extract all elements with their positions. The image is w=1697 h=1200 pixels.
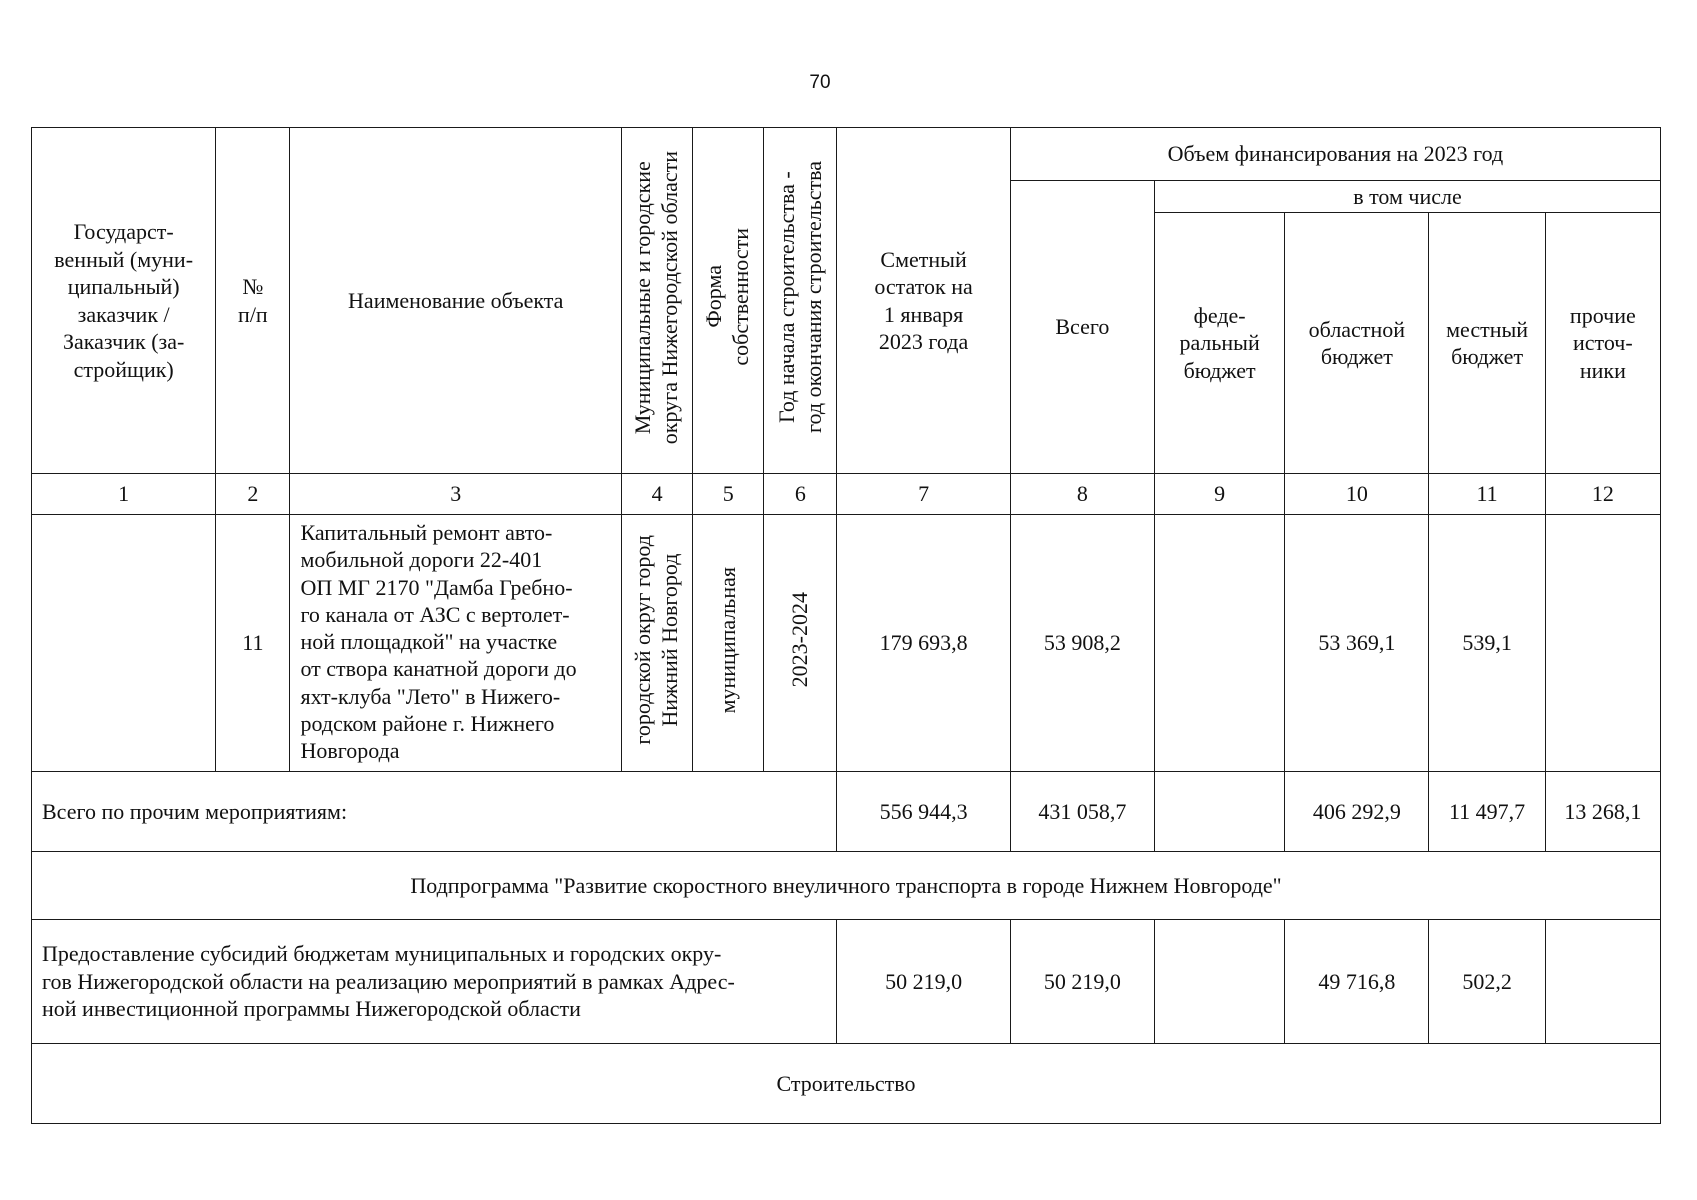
subsidy-local: 502,2: [1429, 920, 1545, 1044]
cell-object-name: Капитальный ремонт авто- мобильной дороги 22-401 ОП МГ 2170 "Дамба Гребно- го канала от АЗС с вертолет- ной площадкой" на участке от створа канатной дороги до яхт-клуба "Лето" в Нижего- родском районе г. Нижнего Новгорода: [290, 515, 622, 772]
column-number-row: [32, 474, 1661, 515]
header-total: Всего: [1010, 181, 1154, 474]
table-row-item-11: [32, 515, 1661, 772]
header-number: № п/п: [216, 128, 290, 474]
header-financing-volume: Объем финансирования на 2023 год: [1010, 128, 1660, 181]
subtotal-other: 13 268,1: [1545, 772, 1660, 852]
cell-total: 53 908,2: [1010, 515, 1154, 772]
cell-number: 11: [216, 515, 290, 772]
column-number: 5: [693, 474, 764, 515]
subsidy-total: 50 219,0: [1010, 920, 1154, 1044]
subtotal-total: 431 058,7: [1010, 772, 1154, 852]
cell-regional-budget: 53 369,1: [1285, 515, 1429, 772]
subsidy-estimate: 50 219,0: [837, 920, 1010, 1044]
cell-other-sources: [1545, 515, 1660, 772]
column-number: 9: [1154, 474, 1284, 515]
column-number: 7: [837, 474, 1010, 515]
column-number: 8: [1010, 474, 1154, 515]
subsidy-federal: [1154, 920, 1284, 1044]
page-number: 70: [809, 72, 831, 93]
financing-table: [31, 127, 1661, 1124]
table-row-subprogram: [32, 852, 1661, 920]
header-ownership-form: Форма собственности: [693, 128, 764, 474]
column-number: 1: [32, 474, 216, 515]
cell-estimate-balance: 179 693,8: [837, 515, 1010, 772]
header-other-sources: прочие источ- ники: [1545, 213, 1660, 474]
cell-federal-budget: [1154, 515, 1284, 772]
subtotal-federal: [1154, 772, 1284, 852]
subtotal-local: 11 497,7: [1429, 772, 1545, 852]
header-object-name: Наименование объекта: [290, 128, 622, 474]
subtotal-label: Всего по прочим мероприятиям:: [32, 772, 837, 852]
table-row-subsidy: [32, 920, 1661, 1044]
cell-ownership-form: муниципальная: [693, 515, 764, 772]
subsidy-other: [1545, 920, 1660, 1044]
header-municipal-district: Муниципальные и городские округа Нижегородской области: [622, 128, 693, 474]
cell-construction-years: 2023-2024: [764, 515, 837, 772]
subprogram-heading: Подпрограмма "Развитие скоростного внеуличного транспорта в городе Нижнем Новгороде": [32, 852, 1661, 920]
column-number: 3: [290, 474, 622, 515]
header-customer: Государст- венный (муни- ципальный) заказчик / Заказчик (за- стройщик): [32, 128, 216, 474]
cell-local-budget: 539,1: [1429, 515, 1545, 772]
header-local-budget: местный бюджет: [1429, 213, 1545, 474]
header-federal-budget: феде- ральный бюджет: [1154, 213, 1284, 474]
subtotal-regional: 406 292,9: [1285, 772, 1429, 852]
header-including: в том числе: [1154, 181, 1660, 213]
construction-heading: Строительство: [32, 1044, 1661, 1124]
header-construction-years: Год начала строительства - год окончания строительства: [764, 128, 837, 474]
subsidy-label: Предоставление субсидий бюджетам муниципальных и городских окру- гов Нижегородской области на реализацию мероприятий в рамках Адрес- ной инвестиционной программы Нижегородской области: [32, 920, 837, 1044]
subsidy-regional: 49 716,8: [1285, 920, 1429, 1044]
column-number: 4: [622, 474, 693, 515]
column-number: 10: [1285, 474, 1429, 515]
header-regional-budget: областной бюджет: [1285, 213, 1429, 474]
table-row-subtotal: [32, 772, 1661, 852]
table-row-construction: [32, 1044, 1661, 1124]
column-number: 2: [216, 474, 290, 515]
header-estimate-balance: Сметный остаток на 1 января 2023 года: [837, 128, 1010, 474]
cell-municipal-district: городской округ город Нижний Новгород: [622, 515, 693, 772]
cell-customer: [32, 515, 216, 772]
subtotal-estimate: 556 944,3: [837, 772, 1010, 852]
column-number: 6: [764, 474, 837, 515]
column-number: 11: [1429, 474, 1545, 515]
column-number: 12: [1545, 474, 1660, 515]
